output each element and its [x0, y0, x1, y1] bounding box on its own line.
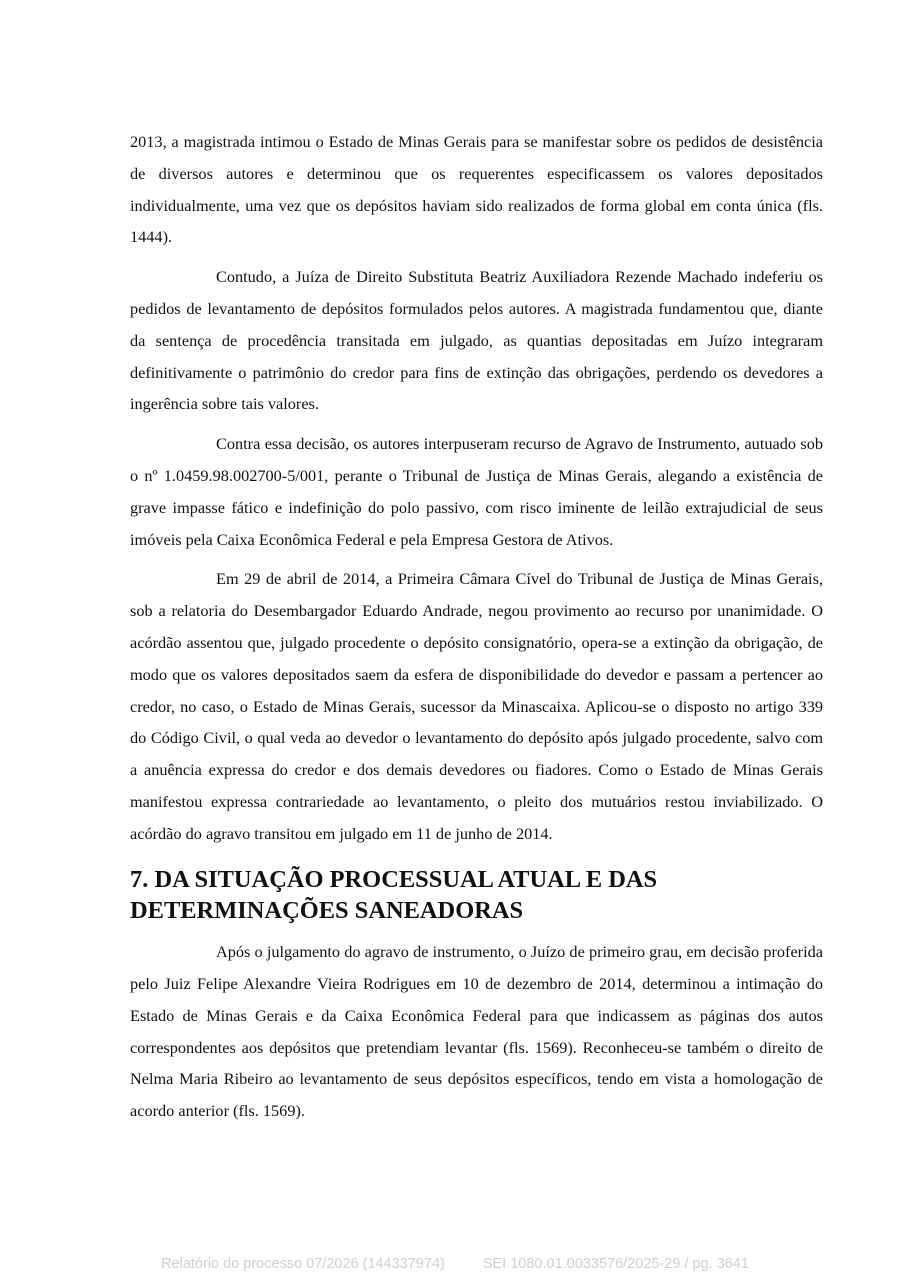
paragraph-acordao: Em 29 de abril de 2014, a Primeira Câmara Cível do Tribunal de Justiça de Minas Gerais, sob a relatoria do Desembargador Eduardo Andrade, negou provimento ao recurso por unanimidade. O acórdão assentou que, julgado procedente o depósito consignatório, opera-se a extinção da obrigação, de modo que os valores depositados saem da esfera de disponibilidade do devedor e passam a pertencer ao credor, no caso, o Estado de Minas Gerais, sucessor da Minascaixa. Aplicou-se o disposto no artigo 339 do Código Civil, o qual veda ao devedor o levantamento do depósito após julgado procedente, salvo com a anuência expressa do credor e dos demais devedores ou fiadores. Como o Estado de Minas Gerais manifestou expressa contrariedade ao levantamento, o pleito dos mutuários restou inviabilizado. O acórdão do agravo transitou em julgado em 11 de junho de 2014. — [130, 569, 823, 843]
paragraph-situacao-atual: Após o julgamento do agravo de instrumento, o Juízo de primeiro grau, em decisão proferida pelo Juiz Felipe Alexandre Vieira Rodrigues em 10 de dezembro de 2014, determinou a intimação do Estado de Minas Gerais e da Caixa Econômica Federal para que indicassem as páginas dos autos correspondentes aos depósitos que pretendiam levantar (fls. 1569). Reconheceu-se também o direito de Nelma Maria Ribeiro ao levantamento de seus depósitos específicos, tendo em vista a homologação de acordo anterior (fls. 1569). — [130, 942, 823, 1121]
section-heading: 7. DA SITUAÇÃO PROCESSUAL ATUAL E DAS DETERMINAÇÕES SANEADORAS — [130, 865, 658, 925]
footer-report-label: Relatório do processo 07/2026 (144337974) — [161, 1256, 445, 1272]
document-body — [130, 126, 823, 1135]
paragraph-agravo: Contra essa decisão, os autores interpuseram recurso de Agravo de Instrumento, autuado sob o nº 1.0459.98.002700-5/001, perante o Tribunal de Justiça de Minas Gerais, alegando a existência de grave impasse fático e indefinição do polo passivo, com risco iminente de leilão extrajudicial de seus imóveis pela Caixa Econômica Federal e pela Empresa Gestora de Ativos. — [130, 434, 823, 549]
page-footer — [0, 1256, 910, 1272]
footer-sei-label: SEI 1080.01.0033576/2025-29 / pg. 3641 — [482, 1256, 749, 1272]
paragraph-indeferimento: Contudo, a Juíza de Direito Substituta Beatriz Auxiliadora Rezende Machado indeferiu os pedidos de levantamento de depósitos formulados pelos autores. A magistrada fundamentou que, diante da sentença de procedência transitada em julgado, as quantias depositadas em Juízo integraram definitivamente o patrimônio do credor para fins de extinção das obrigações, perdendo os devedores a ingerência sobre tais valores. — [130, 267, 823, 414]
paragraph-continuation: 2013, a magistrada intimou o Estado de Minas Gerais para se manifestar sobre os pedidos de desistência de diversos autores e determinou que os requerentes especificassem os valores depositados individualmente, uma vez que os depósitos haviam sido realizados de forma global em conta única (fls. 1444). — [130, 132, 823, 247]
